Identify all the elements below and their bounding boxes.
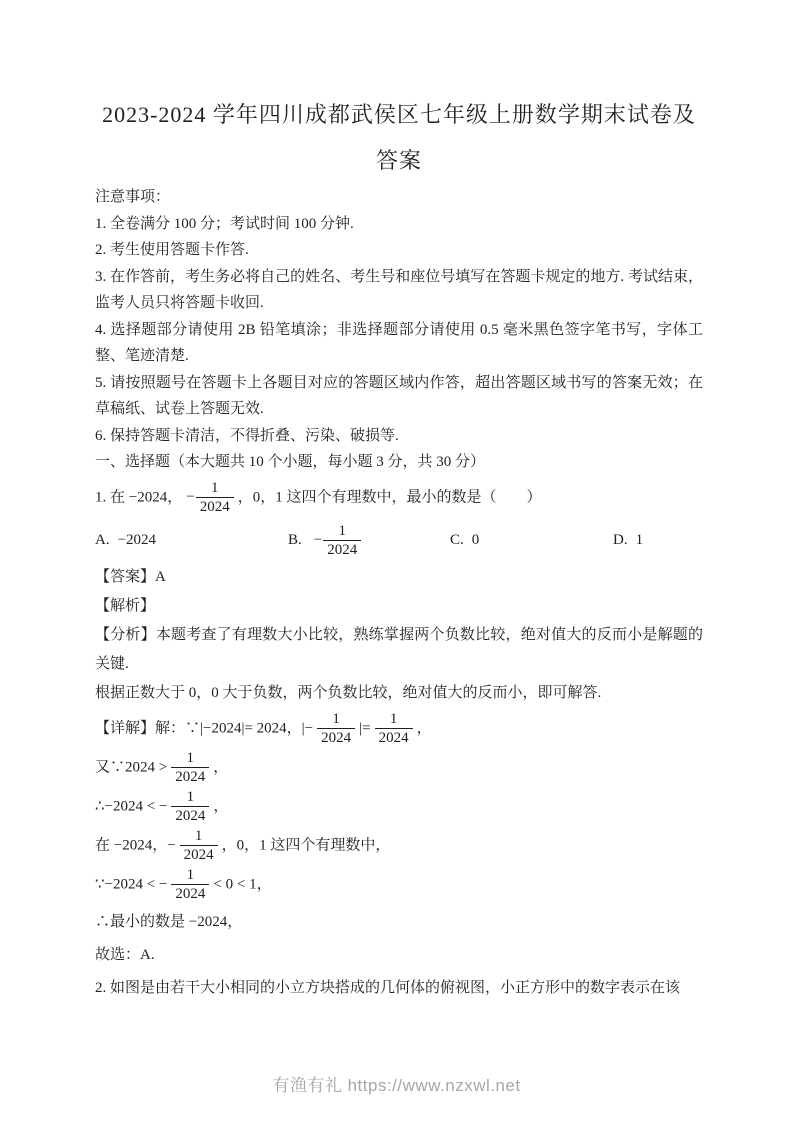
option-d-value: 1	[635, 532, 644, 548]
title-line-1: 2023-2024 学年四川成都武侯区七年级上册数学期末试卷及	[102, 102, 696, 127]
option-d-label: D.	[613, 532, 628, 548]
footer-watermark-text: 有渔有礼 https://www.nzxwl.net	[272, 1076, 521, 1095]
detail-end: ，	[416, 719, 432, 736]
fraction-1-over-2024	[171, 789, 209, 825]
also-end: ，	[213, 758, 229, 775]
fraction	[196, 480, 234, 516]
q1-stem-suffix: ，0，1 这四个有理数中，最小的数是（ ）	[237, 488, 542, 505]
fraction-denominator: 2024	[317, 728, 355, 747]
fraction-denominator: 2024	[323, 540, 361, 559]
section-heading: 一、选择题（本大题共 10 个小题，每小题 3 分，共 30 分）	[95, 454, 486, 470]
fraction-sign: −	[313, 532, 323, 548]
title-line-2: 答案	[375, 148, 422, 173]
option-a-label: A.	[95, 532, 110, 548]
option-b-label: B.	[288, 532, 302, 548]
fraction	[171, 750, 209, 786]
fraction-neg-1-over-2024	[186, 480, 233, 516]
fraction-numerator: 1	[186, 788, 195, 805]
notice-item-5: 5. 请按照题号在答题卡上各题目对应的答题区域内作答，超出答题区域书写的答案无效；在草稿纸、试卷上答题无效.	[95, 374, 703, 417]
fraction-numerator: 1	[332, 710, 340, 727]
because-line	[95, 867, 703, 903]
fraction-1-over-2024	[171, 867, 209, 903]
page-footer	[0, 1071, 793, 1096]
notice-item-3: 3. 在作答前，考生务必将自己的姓名、考生号和座位号填写在答题卡规定的地方. 考试结束，监考人员只将答题卡收回.	[95, 268, 703, 311]
analysis-heading: 【解析】	[95, 597, 156, 614]
answer-line: 【答案】A	[95, 568, 166, 585]
fraction	[180, 828, 218, 864]
option-a	[95, 532, 288, 549]
fraction-denominator: 2024	[196, 497, 234, 516]
basis-text: 根据正数大于 0，0 大于负数，两个负数比较，绝对值大的反而小，即可解答.	[95, 684, 602, 701]
notice-item-2: 2. 考生使用答题卡作答.	[95, 242, 249, 258]
detail-mid: |=	[359, 719, 371, 736]
fraction-1-over-2024	[171, 750, 209, 786]
fraction-denominator: 2024	[171, 767, 209, 786]
fraction-numerator: 1	[194, 827, 203, 844]
because-end: < 0 < 1，	[213, 875, 272, 892]
detail-prefix: 【详解】解：∵|−2024|= 2024，|−	[95, 719, 314, 736]
option-c-value: 0	[471, 532, 480, 548]
q1-stem-prefix: 1. 在 −2024，	[95, 488, 183, 505]
fraction-denominator: 2024	[180, 845, 218, 864]
in-prefix: 在 −2024，−	[95, 836, 176, 853]
page-title	[95, 92, 703, 184]
option-d	[613, 532, 703, 549]
fraction-denominator: 2024	[171, 806, 209, 825]
option-c-label: C.	[450, 532, 464, 548]
fraction-numerator: 1	[338, 522, 346, 539]
detail-line	[95, 711, 703, 747]
fraction-1-over-2024	[317, 711, 355, 747]
fraction-numerator: 1	[210, 479, 219, 496]
notice-item-1: 1. 全卷满分 100 分；考试时间 100 分钟.	[95, 215, 354, 232]
option-b-fraction	[314, 523, 361, 559]
question-1-stem	[95, 480, 703, 516]
smallest-line: ∴最小的数是 −2024，	[95, 913, 243, 930]
fraction	[171, 789, 209, 825]
also-prefix: 又∵2024 >	[95, 758, 168, 775]
question-2-stem: 2. 如图是由若干大小相同的小立方块搭成的几何体的俯视图，小正方形中的数字表示在该	[95, 979, 681, 996]
fraction-numerator: 1	[186, 749, 194, 766]
notice-item-4: 4. 选择题部分请使用 2B 铅笔填涂；非选择题部分请使用 0.5 毫米黑色签字笔书写，字体工整、笔迹清楚.	[95, 321, 703, 364]
fraction-numerator: 1	[389, 710, 398, 727]
notice-heading: 注意事项：	[95, 189, 171, 205]
fraction	[171, 867, 209, 903]
so-line	[95, 789, 703, 825]
fraction	[317, 711, 355, 747]
fraction-denominator: 2024	[171, 884, 209, 903]
in-line	[95, 828, 703, 864]
choose-line: 故选：A.	[95, 946, 155, 963]
option-c	[450, 532, 613, 549]
so-end: ，	[213, 797, 229, 814]
in-end: ，0，1 这四个有理数中，	[221, 836, 391, 853]
notice-item-6: 6. 保持答题卡清洁，不得折叠、污染、破损等.	[95, 427, 399, 444]
fraction-sign: −	[186, 489, 195, 506]
fraction-1-over-2024	[180, 828, 218, 864]
option-a-value: −2024	[117, 532, 157, 548]
fraction-numerator: 1	[186, 866, 195, 883]
fraction-1-over-2024	[375, 711, 413, 747]
because-prefix: ∵−2024 < −	[95, 875, 168, 892]
question-1-options	[95, 519, 703, 563]
so-prefix: ∴−2024 < −	[95, 797, 168, 814]
fraction	[323, 523, 361, 559]
fraction-denominator: 2024	[375, 728, 413, 747]
fraction	[375, 711, 413, 747]
analysis-text: 【分析】本题考查了有理数大小比较，熟练掌握两个负数比较，绝对值大的反而小是解题的关键.	[95, 626, 703, 672]
also-line	[95, 750, 703, 786]
option-b	[288, 523, 450, 559]
